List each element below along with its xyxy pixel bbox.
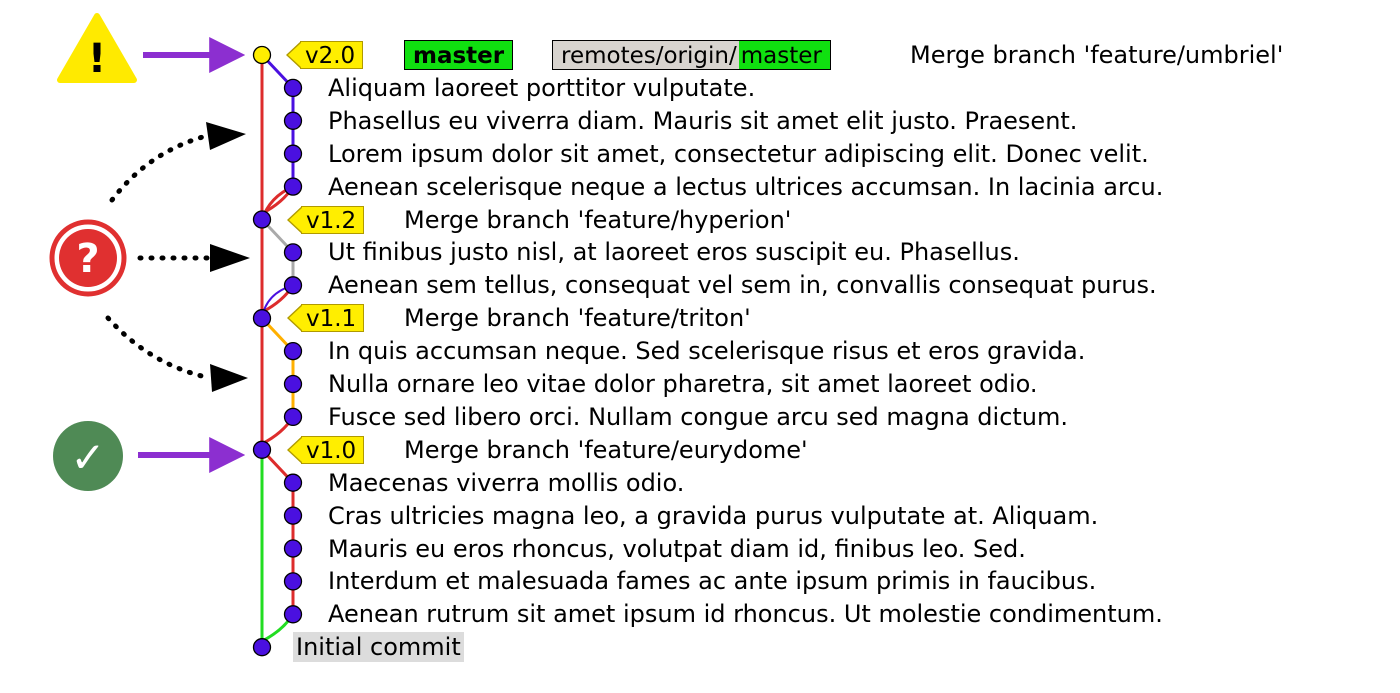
commit-node xyxy=(285,573,302,590)
tag-v1-0[interactable]: v1.0 xyxy=(301,436,364,464)
commit-message[interactable]: Merge branch 'feature/umbriel' xyxy=(910,41,1284,69)
branch-label-master[interactable]: master xyxy=(404,40,513,70)
commit-message[interactable]: Initial commit xyxy=(293,632,464,662)
commit-message[interactable]: Cras ultricies magna leo, a gravida purus vulputate at. Aliquam. xyxy=(328,501,1099,530)
check-glyph: ✓ xyxy=(70,433,106,482)
commit-node xyxy=(285,507,302,524)
tag-v1-2[interactable]: v1.2 xyxy=(301,206,364,234)
commit-node xyxy=(285,343,302,360)
remote-prefix: remotes/origin/ xyxy=(553,41,739,69)
dotted-arrow-lower xyxy=(108,318,210,378)
commit-node xyxy=(285,277,302,294)
commit-message[interactable]: Aliquam laoreet porttitor vulputate. xyxy=(328,73,756,102)
commit-message[interactable]: Interdum et malesuada fames ac ante ipsum primis in faucibus. xyxy=(328,567,1097,596)
commit-message[interactable]: Merge branch 'feature/eurydome' xyxy=(404,435,808,464)
commit-message[interactable]: Fusce sed libero orci. Nullam congue arcu sed magna dictum. xyxy=(328,402,1069,431)
commit-node xyxy=(285,145,302,162)
commit-node xyxy=(285,112,302,129)
commit-message[interactable]: Ut finibus justo nisl, at laoreet eros suscipit eu. Phasellus. xyxy=(328,238,1020,267)
commit-node xyxy=(254,211,271,228)
remote-branch: master xyxy=(739,41,830,69)
question-icon xyxy=(52,222,124,294)
question-glyph: ? xyxy=(76,236,100,282)
head-commit-node xyxy=(254,47,271,64)
commit-node xyxy=(285,408,302,425)
branch-label-remote-master[interactable] xyxy=(552,40,831,70)
annotations xyxy=(52,16,250,491)
commit-message[interactable]: Maecenas viverra mollis odio. xyxy=(328,468,685,497)
tag-v1-1[interactable]: v1.1 xyxy=(301,304,364,332)
commit-message[interactable]: Mauris eu eros rhoncus, volutpat diam id, finibus leo. Sed. xyxy=(328,534,1026,563)
arrow-head-middle xyxy=(210,244,250,272)
commit-node xyxy=(285,178,302,195)
check-icon xyxy=(53,421,123,491)
commit-message[interactable]: Lorem ipsum dolor sit amet, consectetur adipiscing elit. Donec velit. xyxy=(328,139,1149,168)
commit-message[interactable]: Aenean sem tellus, consequat vel sem in, convallis consequat purus. xyxy=(328,271,1157,300)
warning-icon xyxy=(60,16,134,82)
warning-glyph: ! xyxy=(87,36,107,82)
dotted-arrow-upper xyxy=(112,135,210,200)
commit-message[interactable]: Nulla ornare leo vitae dolor pharetra, sit amet laoreet odio. xyxy=(328,370,1038,398)
commit-node xyxy=(285,606,302,623)
commit-message[interactable]: In quis accumsan neque. Sed scelerisque risus et eros gravida. xyxy=(328,337,1086,366)
commit-message[interactable]: Merge branch 'feature/triton' xyxy=(404,304,751,333)
commit-node xyxy=(254,441,271,458)
arrow-head-lower xyxy=(210,364,248,392)
tag-head[interactable]: v2.0 xyxy=(300,41,363,69)
commit-node xyxy=(285,376,302,393)
commit-message[interactable]: Aenean rutrum sit amet ipsum id rhoncus. Ut molestie condimentum. xyxy=(328,600,1163,629)
commit-message[interactable]: Merge branch 'feature/hyperion' xyxy=(404,205,792,234)
commit-node xyxy=(285,540,302,557)
commit-node xyxy=(285,244,302,261)
commit-message[interactable]: Phasellus eu viverra diam. Mauris sit amet elit justo. Praesent. xyxy=(328,106,1078,135)
arrow-head-upper xyxy=(206,122,246,150)
commit-node xyxy=(254,639,271,656)
commit-node xyxy=(254,310,271,327)
commit-node xyxy=(285,79,302,96)
commit-message[interactable]: Aenean scelerisque neque a lectus ultrices accumsan. In lacinia arcu. xyxy=(328,172,1164,201)
commit-node xyxy=(285,474,302,491)
